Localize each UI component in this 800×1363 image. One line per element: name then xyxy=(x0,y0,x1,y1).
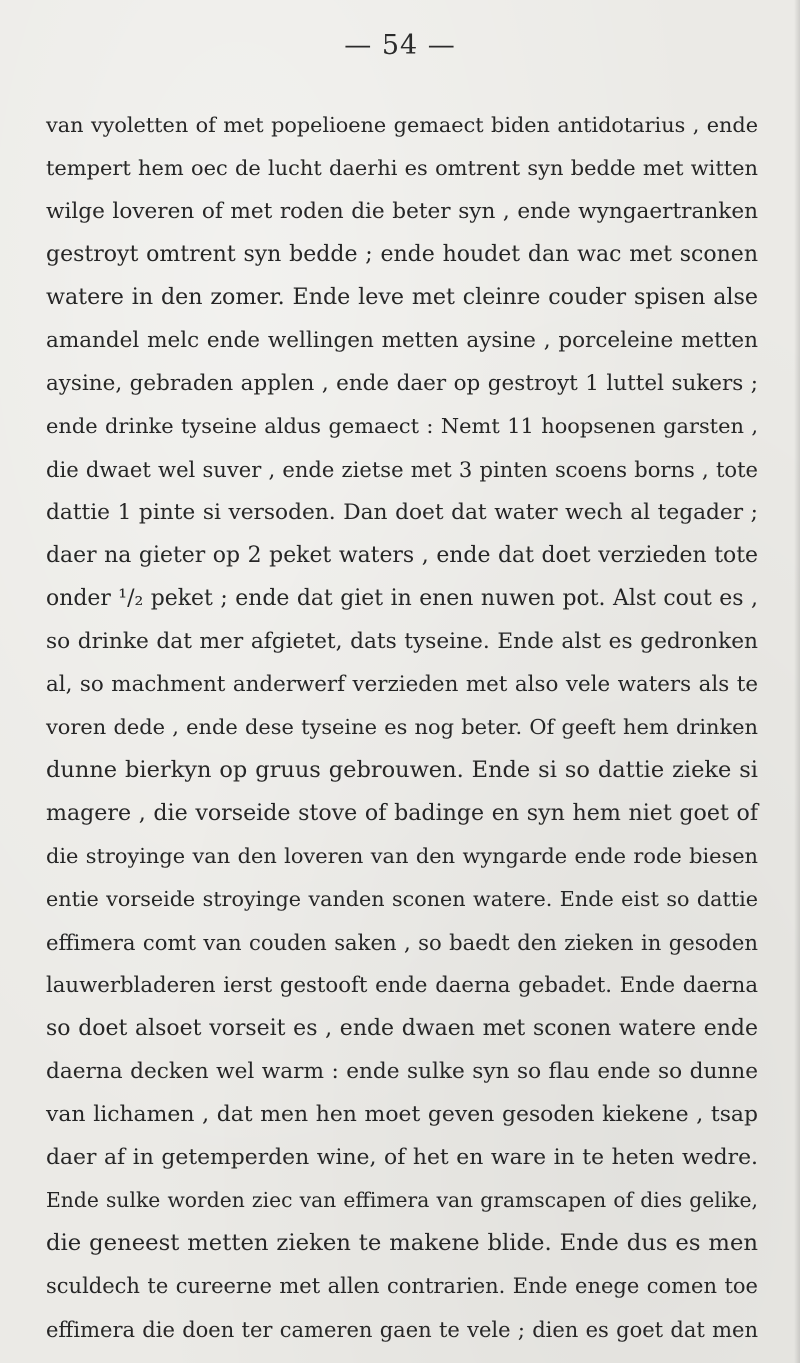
text-line: tempert hem oec de lucht daerhi es omtrent syn bedde met witten xyxy=(46,156,758,180)
text-line: van lichamen , dat men hen moet geven gesoden kiekene , tsap xyxy=(46,1102,758,1127)
text-line: onder ¹/₂ peket ; ende dat giet in enen nuwen pot. Alst cout es , xyxy=(46,586,758,611)
text-line: dattie 1 pinte si versoden. Dan doet dat water wech al tegader ; xyxy=(46,500,758,525)
text-line: dunne bierkyn op gruus gebrouwen. Ende si so dattie zieke si xyxy=(46,757,758,783)
text-line: magere , die vorseide stove of badinge en syn hem niet goet of xyxy=(46,800,758,826)
text-line: sculdech te cureerne met allen contrarien. Ende enege comen toe xyxy=(46,1274,758,1298)
text-line: effimera die doen ter cameren gaen te vele ; dien es goet dat men xyxy=(46,1317,758,1342)
text-line: entie vorseide stroyinge vanden sconen watere. Ende eist so dattie xyxy=(46,887,758,911)
text-line: die stroyinge van den loveren van den wyngarde ende rode biesen xyxy=(46,844,758,868)
page-edge-shadow xyxy=(794,0,800,1363)
page-number: — 54 — xyxy=(344,30,456,61)
text-line: amandel melc ende wellingen metten aysine , porceleine metten xyxy=(46,328,758,353)
text-line: van vyoletten of met popelioene gemaect biden antidotarius , ende xyxy=(46,113,758,137)
body-text xyxy=(46,104,758,1351)
text-line: daerna decken wel warm : ende sulke syn so flau ende so dunne xyxy=(46,1059,758,1084)
text-line: die dwaet wel suver , ende zietse met 3 pinten scoens borns , tote xyxy=(46,457,758,482)
text-line: die geneest metten zieken te makene blide. Ende dus es men xyxy=(46,1230,758,1256)
text-line: ende drinke tyseine aldus gemaect : Nemt 11 hoopsenen garsten , xyxy=(46,414,758,438)
text-line: aysine, gebraden applen , ende daer op gestroyt 1 luttel sukers ; xyxy=(46,371,758,396)
text-line: wilge loveren of met roden die beter syn , ende wyngaertranken xyxy=(46,199,758,224)
text-line: voren dede , ende dese tyseine es nog beter. Of geeft hem drinken xyxy=(46,715,758,739)
text-line: daer na gieter op 2 peket waters , ende dat doet verzieden tote xyxy=(46,543,758,568)
text-line: so doet alsoet vorseit es , ende dwaen met sconen watere ende xyxy=(46,1016,758,1041)
text-line: so drinke dat mer afgietet, dats tyseine. Ende alst es gedronken xyxy=(46,629,758,654)
text-line: watere in den zomer. Ende leve met cleinre couder spisen alse xyxy=(46,284,758,310)
text-line: Ende sulke worden ziec van effimera van gramscapen of dies gelike, xyxy=(46,1188,758,1212)
text-line: lauwerbladeren ierst gestooft ende daerna gebadet. Ende daerna xyxy=(46,973,758,998)
text-line: daer af in getemperden wine, of het en ware in te heten wedre. xyxy=(46,1145,758,1170)
text-line: al, so machment anderwerf verzieden met also vele waters als te xyxy=(46,672,758,697)
text-line: effimera comt van couden saken , so baedt den zieken in gesoden xyxy=(46,930,758,955)
text-line: gestroyt omtrent syn bedde ; ende houdet dan wac met sconen xyxy=(46,242,758,267)
